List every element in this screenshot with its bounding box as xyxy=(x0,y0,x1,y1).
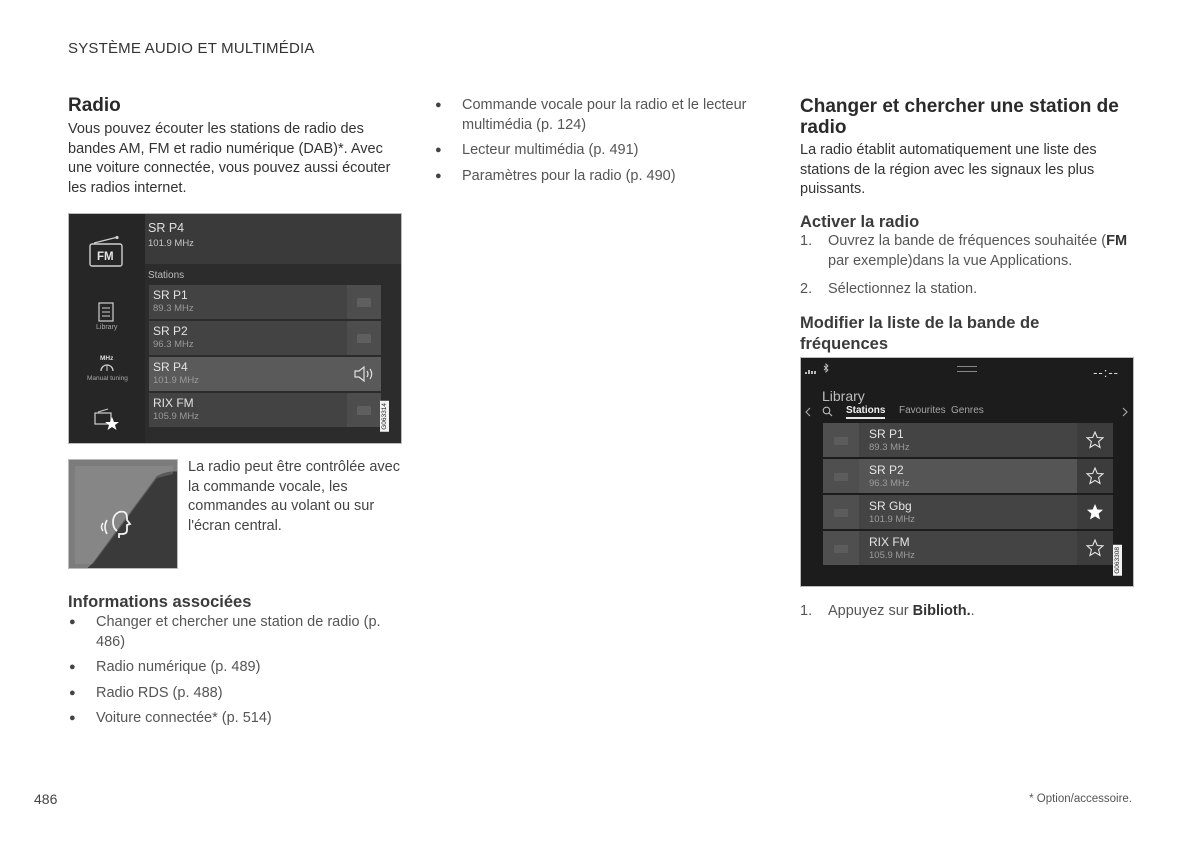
related-link[interactable]: ● Radio RDS (p. 488) xyxy=(68,684,398,704)
page-number: 486 xyxy=(34,791,58,807)
related-info-title: Informations associées xyxy=(68,593,252,611)
drag-handle[interactable] xyxy=(957,366,977,372)
station-thumb xyxy=(347,393,381,427)
library-station-row xyxy=(823,495,1113,529)
now-playing-station: SR P4 xyxy=(148,221,185,235)
modify-steps xyxy=(800,602,1130,631)
library-station-row xyxy=(823,531,1113,565)
library-label: Library xyxy=(96,324,118,331)
step-text-bold: Biblioth. xyxy=(912,603,971,619)
station-frequency: 96.3 MHz xyxy=(153,339,194,350)
station-row xyxy=(149,393,381,427)
related-link[interactable]: ● Changer et chercher une station de radio (p. 486) xyxy=(68,613,398,652)
step-text-pre: Appuyez sur xyxy=(828,603,913,619)
station-name: SR P2 xyxy=(153,324,188,338)
station-name: SR P1 xyxy=(869,427,904,441)
screen-main xyxy=(145,214,401,443)
radio-screen-image xyxy=(68,213,402,444)
library-station-row xyxy=(823,459,1113,493)
library-screen-image xyxy=(800,357,1134,587)
search-icon[interactable] xyxy=(822,406,833,417)
manual-tuning-label: Manual tuning xyxy=(87,375,128,382)
related-link[interactable]: ● Paramètres pour la radio (p. 490) xyxy=(434,167,764,187)
bluetooth-icon xyxy=(823,363,829,373)
library-title: Library xyxy=(822,388,865,404)
station-name: RIX FM xyxy=(869,535,910,549)
speaker-icon xyxy=(353,365,375,383)
favourite-toggle xyxy=(1077,531,1113,565)
station-frequency: 105.9 MHz xyxy=(869,550,915,561)
step-item xyxy=(800,602,1130,622)
library-station-row xyxy=(823,423,1113,457)
library-icon xyxy=(98,302,114,322)
station-frequency: 89.3 MHz xyxy=(869,442,910,453)
chevron-left-icon[interactable] xyxy=(805,407,811,417)
station-frequency: 105.9 MHz xyxy=(153,411,199,422)
step-number: 1. xyxy=(800,233,813,249)
step-text-post: . xyxy=(970,603,975,619)
now-playing-bar xyxy=(145,214,401,264)
station-thumb xyxy=(347,321,381,355)
step-item xyxy=(800,280,1130,300)
favourite-toggle xyxy=(1077,459,1113,493)
signal-icon xyxy=(805,366,819,374)
voice-caption: La radio peut être contrôlée avec la commande vocale, les commandes au volant ou sur l'écran central. xyxy=(188,459,400,534)
favourite-toggle xyxy=(1077,423,1113,457)
station-row xyxy=(149,321,381,355)
screen-sidebar xyxy=(69,214,145,443)
step-text-bold: FM xyxy=(1106,233,1128,249)
station-frequency: 89.3 MHz xyxy=(153,303,194,314)
tuning-dial-icon xyxy=(99,362,115,372)
related-list xyxy=(68,613,398,735)
voice-control-button-image xyxy=(68,459,178,569)
tab-genres[interactable]: Genres xyxy=(951,405,984,416)
station-name: SR Gbg xyxy=(869,499,912,513)
now-playing-frequency: 101.9 MHz xyxy=(148,238,194,249)
chevron-right-icon[interactable] xyxy=(1122,407,1128,417)
station-name: SR P4 xyxy=(153,360,188,374)
related-list-continued xyxy=(434,96,764,192)
station-frequency: 96.3 MHz xyxy=(869,478,910,489)
related-link[interactable]: ● Radio numérique (p. 489) xyxy=(68,658,398,678)
radio-intro: Vous pouvez écouter les stations de radio des bandes AM, FM et radio numérique (DAB)*. Avec une voiture connectée, vous pouvez aussi écouter les radios internet. xyxy=(68,121,391,196)
step-text-pre: Ouvrez la bande de fréquences souhaitée ( xyxy=(828,233,1107,249)
star-outline-icon xyxy=(1086,539,1104,557)
radio-title: Radio xyxy=(68,95,121,116)
stations-label: Stations xyxy=(148,270,185,281)
station-thumb xyxy=(823,423,859,457)
station-frequency: 101.9 MHz xyxy=(869,514,915,525)
station-frequency: 101.9 MHz xyxy=(153,375,199,386)
step-text-post: par exemple)dans la vue Applications. xyxy=(828,252,1073,269)
step-text: Sélectionnez la station. xyxy=(828,281,978,297)
change-station-title: Changer et chercher une station de radio xyxy=(800,96,1119,138)
mhz-label: MHz xyxy=(100,355,114,362)
activate-steps xyxy=(800,232,1130,309)
section-header: SYSTÈME AUDIO ET MULTIMÉDIA xyxy=(68,40,315,57)
activate-radio-title: Activer la radio xyxy=(800,213,920,231)
related-link[interactable]: ● Commande vocale pour la radio et le lecteur multimédia (p. 124) xyxy=(434,96,764,135)
station-name: SR P2 xyxy=(869,463,904,477)
voice-command-icon xyxy=(69,460,178,569)
star-outline-icon xyxy=(1086,467,1104,485)
station-thumb xyxy=(823,531,859,565)
clock: --:-- xyxy=(1093,365,1119,380)
station-name: RIX FM xyxy=(153,396,194,410)
tab-favourites[interactable]: Favourites xyxy=(899,405,946,416)
station-thumb xyxy=(823,495,859,529)
related-link[interactable]: ● Voiture connectée* (p. 514) xyxy=(68,709,398,729)
step-item xyxy=(800,232,1130,271)
tab-stations[interactable]: Stations xyxy=(846,405,885,419)
station-thumb xyxy=(347,285,381,319)
footnote: * Option/accessoire. xyxy=(1029,793,1132,805)
favourite-toggle xyxy=(1077,495,1113,529)
image-code: G063308 xyxy=(1114,547,1121,574)
star-outline-icon xyxy=(1086,431,1104,449)
station-thumb xyxy=(823,459,859,493)
star-filled-icon xyxy=(1086,503,1104,521)
station-row-active xyxy=(149,357,381,391)
change-station-intro: La radio établit automatiquement une liste des stations de la région avec les signaux les plus puissants. xyxy=(800,142,1097,197)
station-name: SR P1 xyxy=(153,288,188,302)
station-row xyxy=(149,285,381,319)
fm-band-label: FM xyxy=(97,251,114,263)
favourites-radio-icon xyxy=(93,408,121,432)
step-number: 2. xyxy=(800,281,813,297)
related-link[interactable]: ● Lecteur multimédia (p. 491) xyxy=(434,141,764,161)
image-code: G063314 xyxy=(381,403,388,430)
step-number: 1. xyxy=(800,603,813,619)
modify-list-title: Modifier la liste de la bande de fréquences xyxy=(800,314,1040,353)
